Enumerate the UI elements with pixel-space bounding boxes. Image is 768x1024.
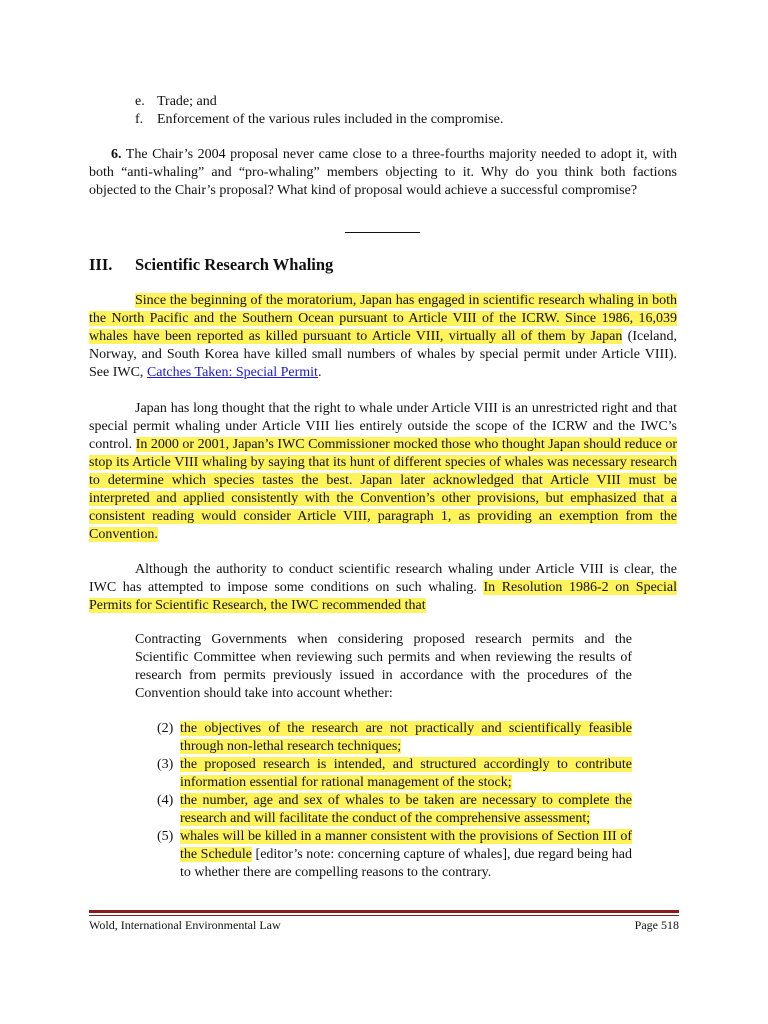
footer-rule <box>89 915 679 916</box>
section-divider <box>345 232 420 233</box>
highlighted-text: In 2000 or 2001, Japan’s IWC Commissioner mocked those who thought Japan should reduce or stop its Article VIII whaling by saying that its hunt of different species of whales was necessary research to determine which species tastes the best. Japan later acknowledged that Article VIII must be interpreted and applied consistently with the Convention’s other provisions, but emphasized that a consistent reading would consider Article VIII, paragraph 1, as providing an exemption from the Convention. <box>89 437 678 542</box>
paragraph-2: Japan has long thought that the right to whale under Article VIII is an unrestricted right and that special permit whaling under Article VIII lies entirely outside the scope of the ICRW and the IWC’s control. In 2000 or 2001, Japan’s IWC Commissioner mocked those who thought Japan should reduce or stop its Article VIII whaling by saying that its hunt of different species of whales was necessary research to determine which species tastes the best. Japan later acknowledged that Article VIII must be interpreted and applied consistently with the Convention’s other provisions, but emphasized that a consistent reading would consider Article VIII, paragraph 1, as providing an exemption from the Convention. <box>89 401 678 542</box>
page-footer <box>89 918 679 932</box>
list-item: e. Trade; and <box>135 94 217 109</box>
criteria-list <box>157 720 632 882</box>
footer-rule <box>89 910 679 913</box>
sub-list <box>135 93 503 129</box>
highlighted-text: the number, age and sex of whales to be taken are necessary to complete the research and will facilitate the conduct of the comprehensive assessment; <box>180 793 632 826</box>
list-item: f. Enforcement of the various rules included in the compromise. <box>135 112 504 127</box>
highlighted-text: the proposed research is intended, and structured accordingly to contribute information essential for rational management of the stock; <box>180 757 632 790</box>
list-item: (3) the proposed research is intended, and structured accordingly to contribute information essential for rational management of the stock; <box>157 757 632 790</box>
highlighted-text: the objectives of the research are not practically and scientifically feasible through non-lethal research techniques; <box>180 721 632 754</box>
highlighted-text: In Resolution 1986-2 on Special Permits for Scientific Research, the IWC recommended that <box>89 580 677 613</box>
question-6: 6. The Chair’s 2004 proposal never came close to a three-fourths majority needed to adopt it, with both “anti-whaling” and “pro-whaling” members objecting to it. Why do you think both factions objected to the Chair’s proposal? What kind of proposal would achieve a successful compromise? <box>89 147 677 198</box>
catches-taken-link[interactable]: Catches Taken: Special Permit <box>146 365 318 380</box>
paragraph-1: Since the beginning of the moratorium, Japan has engaged in scientific research whaling in both the North Pacific and the Southern Ocean pursuant to Article VIII of the ICRW. Since 1986, 16,039 whales have been reported as killed pursuant to Article VIII, virtually all of them by Japan (Iceland, Norway, and South Korea have killed small numbers of whales by special permit under Article VIII). See IWC, Catches Taken: Special Permit. <box>89 293 678 380</box>
highlighted-text: Since the beginning of the moratorium, Japan has engaged in scientific research whaling in both the North Pacific and the Southern Ocean pursuant to Article VIII of the ICRW. Since 1986, 16,039 whales have been reported as killed pursuant to Article VIII, virtually all of them by Japan <box>89 293 677 344</box>
paragraph-3: Although the authority to conduct scientific research whaling under Article VIII is clear, the IWC has attempted to impose some conditions on such whaling. In Resolution 1986-2 on Special Permits for Scientific Research, the IWC recommended that <box>89 562 677 613</box>
section-heading: III. Scientific Research Whaling <box>89 255 334 274</box>
highlighted-text: whales will be killed in a manner consistent with the provisions of Section III of the Schedule <box>180 829 632 862</box>
list-item: (2) the objectives of the research are not practically and scientifically feasible through non-lethal research techniques; <box>157 721 632 754</box>
list-item: (4) the number, age and sex of whales to be taken are necessary to complete the research and will facilitate the conduct of the comprehensive assessment; <box>157 793 632 826</box>
page-number: Page 518 <box>634 918 679 932</box>
block-quote: Contracting Governments when considering proposed research permits and the Scientific Committee when reviewing such permits and when reviewing the results of research from permits previously issued in accordance with the procedures of the Convention should take into account whether: <box>135 632 632 701</box>
list-item: (5) whales will be killed in a manner consistent with the provisions of Section III of the Schedule [editor’s note: concerning capture of whales], due regard being had to whether there are compelling reasons to the contrary. <box>157 829 633 880</box>
footer-source: Wold, International Environmental Law <box>89 918 281 932</box>
